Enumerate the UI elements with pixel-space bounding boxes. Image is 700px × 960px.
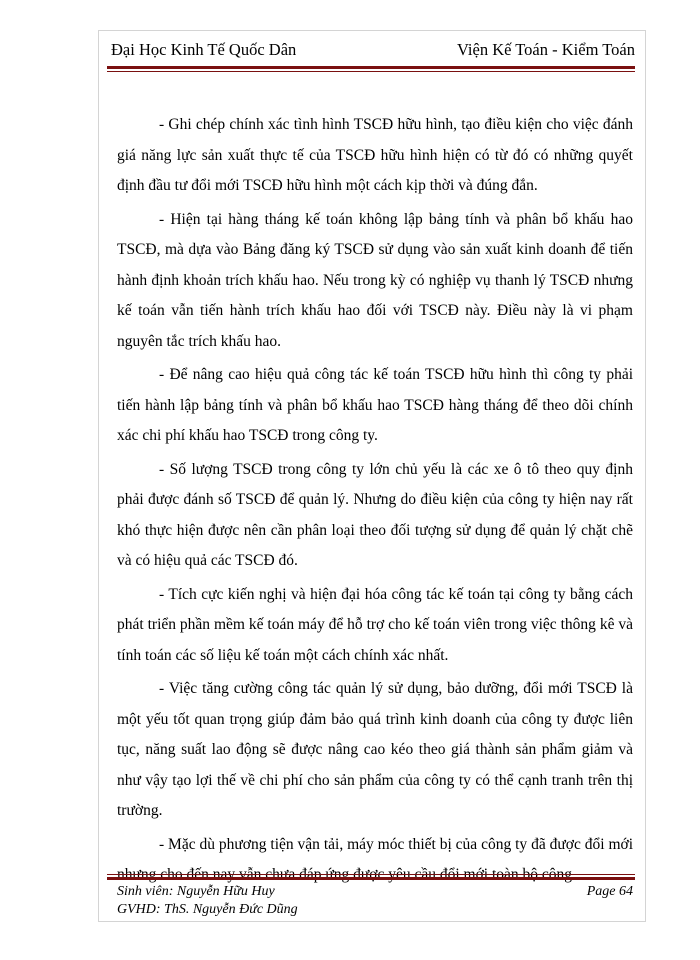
paragraph: - Để nâng cao hiệu quả công tác kế toán TSCĐ hữu hình thì công ty phải tiến hành lập bảng tính và phân bổ khấu hao TSCĐ hàng tháng để theo dõi chính xác chi phí khấu hao TSCĐ trong công ty. [117,366,633,444]
paragraph: - Tích cực kiến nghị và hiện đại hóa công tác kế toán tại công ty bằng cách phát triển phần mềm kế toán máy để hỗ trợ cho kế toán viên trong việc thông kê và tính toán các số liệu kế toán một cách chính xác nhất. [117,585,633,664]
footer-page-number: Page 64 [586,884,633,899]
paragraph: - Ghi chép chính xác tình hình TSCĐ hữu hình, tạo điều kiện cho việc đánh giá năng lực sản xuất thực tế của TSCĐ hữu hình hiện có từ đó có những quyết định đầu tư đổi mới TSCĐ hữu hình một cách kịp thời và đúng đắn. [117,116,633,194]
header-university: Đại Học Kinh Tế Quốc Dân [111,40,297,59]
footer-advisor: GVHD: ThS. Nguyễn Đức Dũng [117,902,298,917]
header-institute: Viện Kế Toán - Kiểm Toán [456,40,635,59]
header-rule-thin [107,71,635,72]
document-body [117,110,633,894]
paragraph: - Số lượng TSCĐ trong công ty lớn chủ yếu là các xe ô tô theo quy định phải được đánh số TSCĐ để quản lý. Nhưng do điều kiện của công ty hiện nay rất khó thực hiện được nên cần phân loại theo đối tượng sử dụng để quản lý chặt chẽ và có hiệu quả các TSCĐ đó. [117,460,633,569]
header-rule-thick [107,66,635,69]
footer-student: Sinh viên: Nguyễn Hữu Huy [117,884,275,899]
paragraph: - Mặc dù phương tiện vận tải, máy móc thiết bị của công ty đã được đổi mới [159,835,633,853]
paragraph: - Việc tăng cường công tác quản lý sử dụng, bảo dưỡng, đổi mới TSCĐ là một yếu tốt quan trọng giúp đảm bảo quá trình kinh doanh của công ty được liên tục, năng suất lao động sẽ được nâng cao kéo theo giá thành sản phẩm giảm và như vậy tạo lợi thế về chi phí cho sản phẩm của công ty có thể cạnh tranh trên thị trường. [117,680,633,819]
page-header [107,38,635,66]
footer-rule-thick [107,877,635,880]
footer-rule-thin [107,874,635,875]
paragraph: - Hiện tại hàng tháng kế toán không lập bảng tính và phân bổ khấu hao TSCĐ, mà dựa vào Bảng đăng ký TSCĐ sử dụng vào sản xuất kinh doanh để tiến hành định khoản trích khấu hao. Nếu trong kỳ có nghiệp vụ thanh lý TSCĐ nhưng kế toán vẫn tiến hành trích khấu hao đối với TSCĐ này. Điều này là vi phạm nguyên tắc trích khấu hao. [117,210,633,350]
